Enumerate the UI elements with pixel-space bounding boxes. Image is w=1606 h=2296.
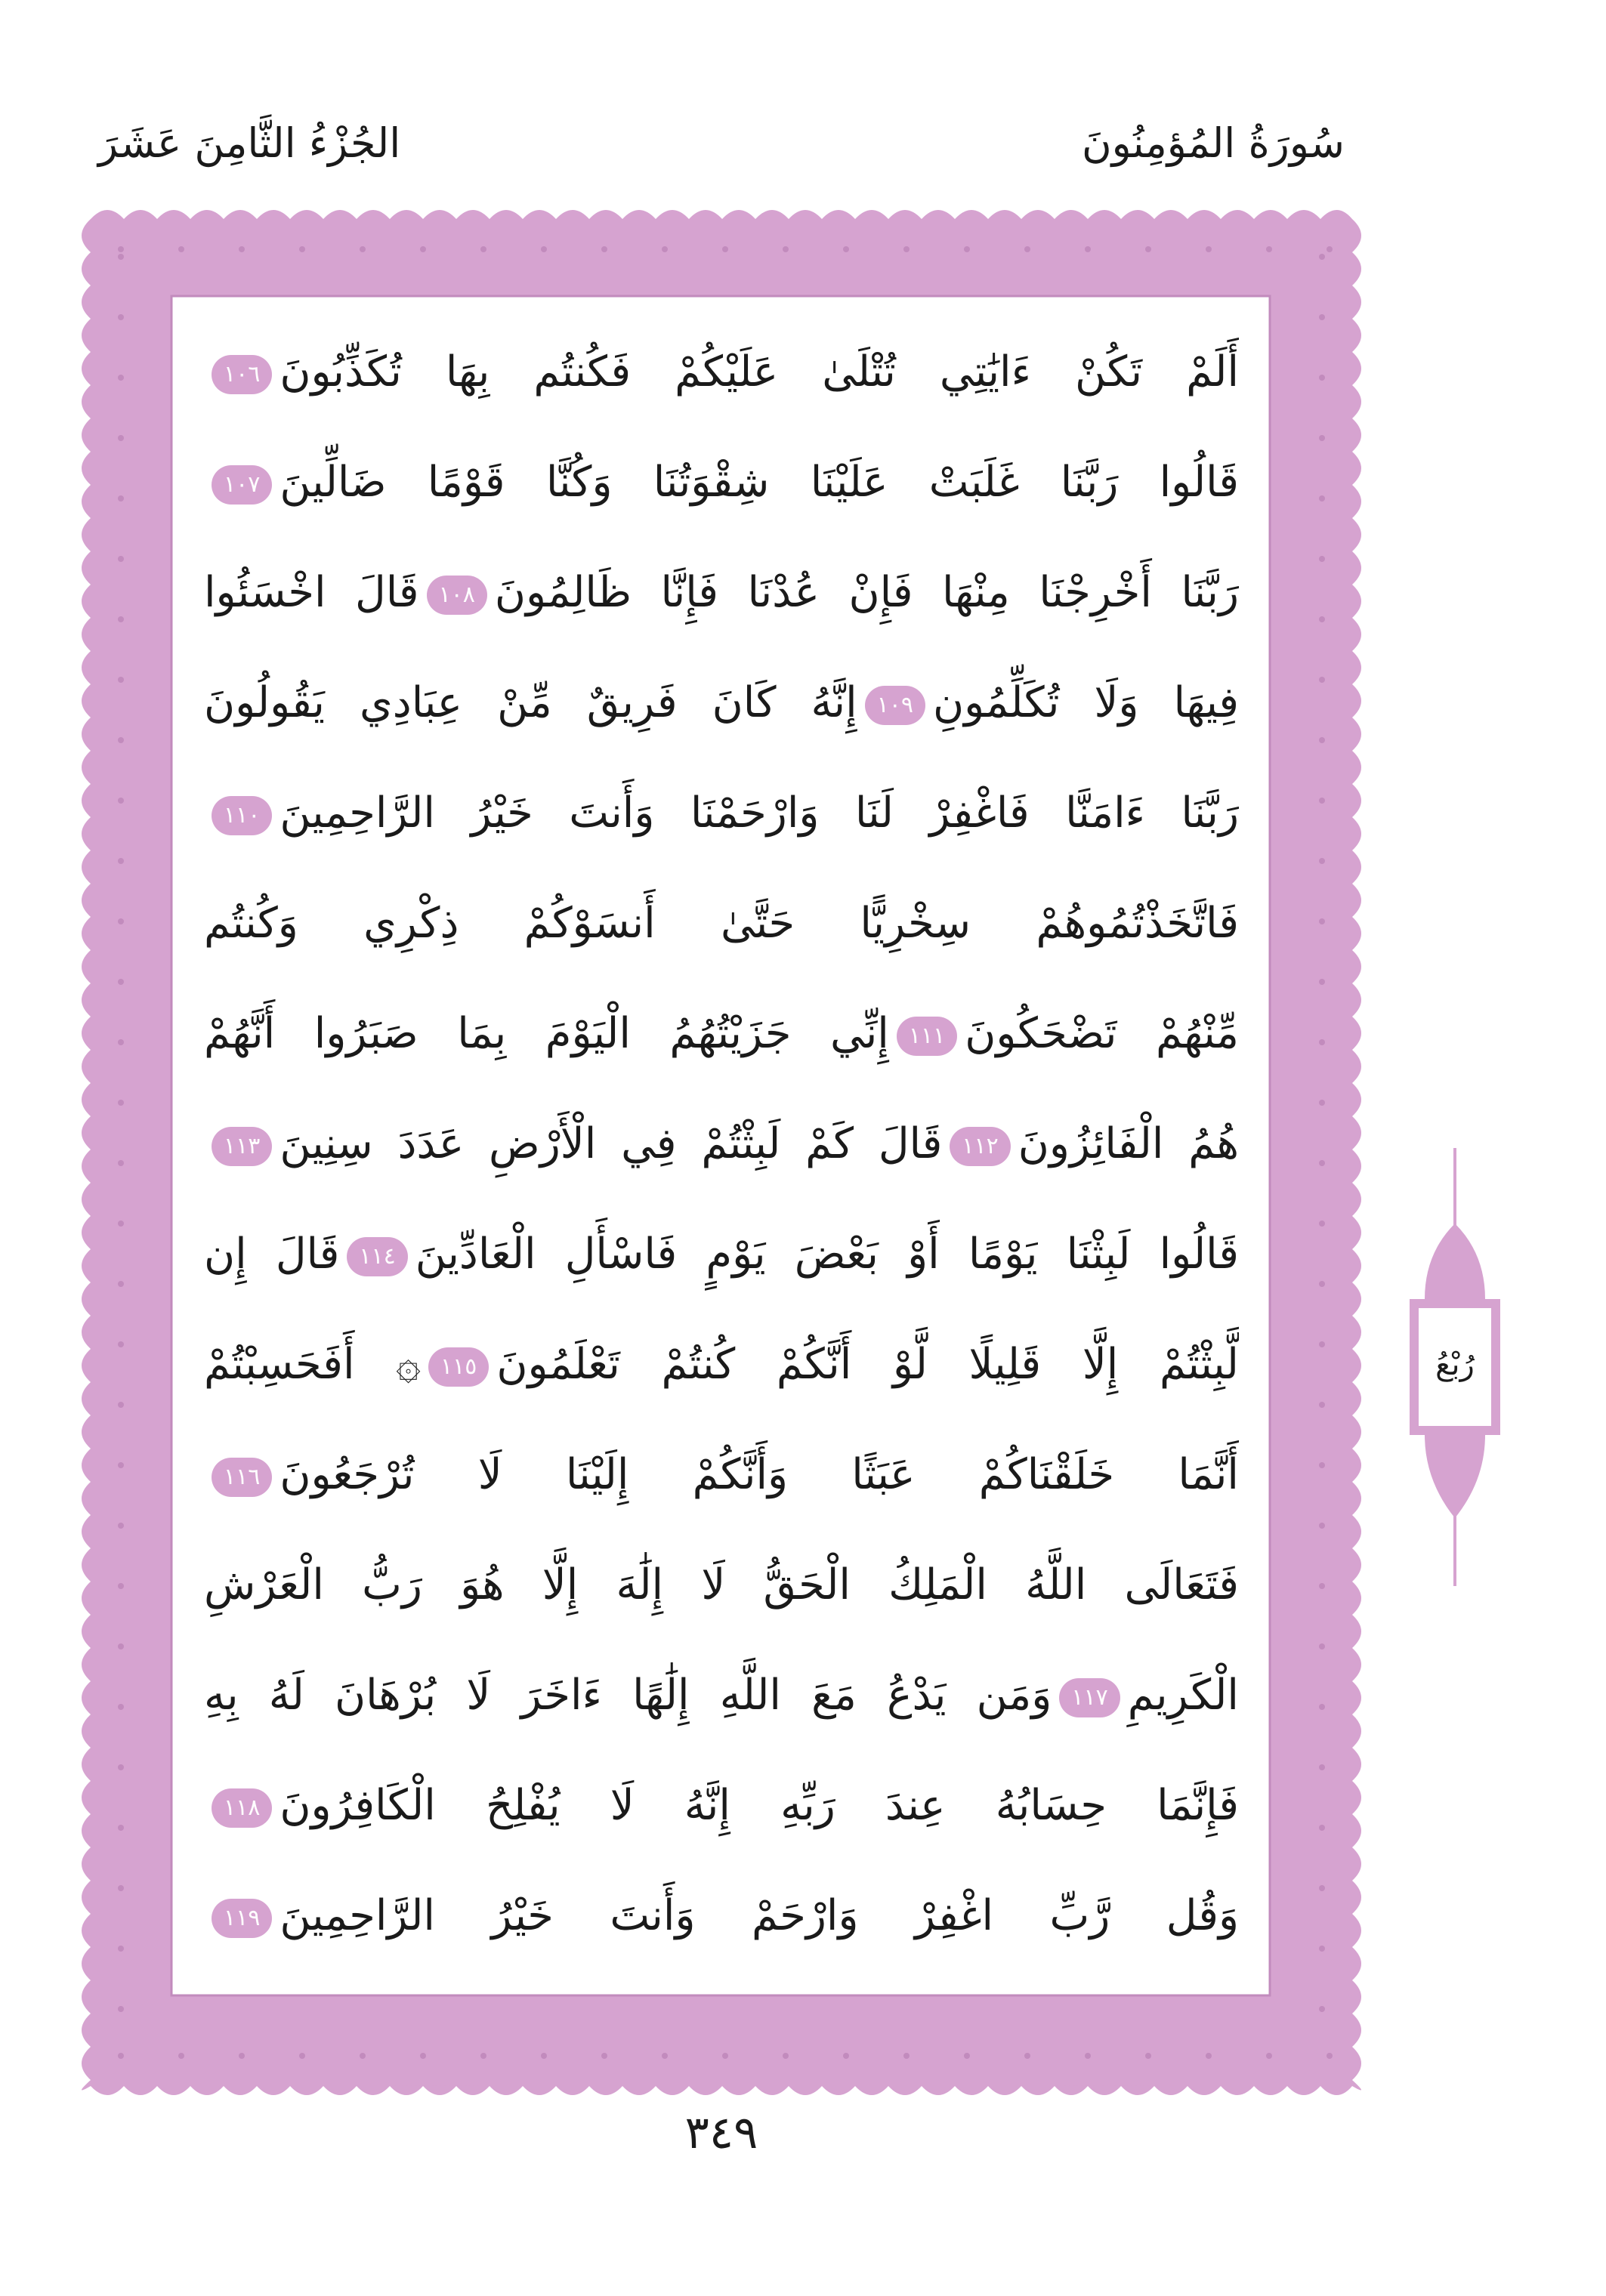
frame-stud <box>118 435 124 441</box>
frame-stud <box>1266 246 1272 252</box>
text-line <box>204 1310 1239 1420</box>
frame-stud <box>118 737 124 743</box>
verse-text: قَالُوا لَبِثْنَا يَوْمًا أَوْ بَعْضَ يَوْمٍ فَاسْأَلِ الْعَادِّينَ <box>415 1230 1239 1279</box>
frame-stud <box>118 1221 124 1227</box>
ayah-number-marker: ١٠٧ <box>212 465 272 505</box>
text-line <box>204 317 1239 427</box>
frame-stud <box>420 246 426 252</box>
verse-text: وَمَن يَدْعُ مَعَ اللَّهِ إِلَٰهًا ءَاخَرَ لَا بُرْهَانَ لَهُ بِهِ <box>204 1671 1052 1720</box>
frame-stud <box>1145 246 1151 252</box>
frame-stud <box>1206 246 1212 252</box>
frame-stud <box>360 246 366 252</box>
frame-stud <box>118 1643 124 1649</box>
frame-stud <box>722 246 728 252</box>
text-line <box>204 1530 1239 1640</box>
ayah-number-marker: ١١٨ <box>212 1788 272 1828</box>
frame-stud <box>1326 2053 1333 2059</box>
frame-scallop <box>91 210 1352 219</box>
frame-stud <box>118 1160 124 1166</box>
ayah-number-marker: ١١٩ <box>212 1899 272 1938</box>
frame-stud <box>118 677 124 683</box>
frame-stud <box>1319 1523 1325 1529</box>
frame-stud <box>1319 1160 1325 1166</box>
quran-text <box>204 317 1239 1971</box>
frame-stud <box>964 2053 970 2059</box>
ayah-number-marker: ١١٧ <box>1059 1678 1120 1717</box>
frame-stud <box>178 246 184 252</box>
frame-stud <box>1319 375 1325 381</box>
frame-stud <box>1319 1885 1325 1891</box>
frame-stud <box>1319 1583 1325 1589</box>
frame-stud <box>118 375 124 381</box>
frame-stud <box>1266 2053 1272 2059</box>
frame-stud <box>118 556 124 562</box>
frame-stud <box>118 495 124 501</box>
frame-stud <box>118 858 124 864</box>
frame-scallop <box>91 2086 1352 2095</box>
text-line <box>204 1089 1239 1199</box>
frame-stud <box>118 1341 124 1347</box>
frame-stud <box>118 254 124 260</box>
frame-stud <box>843 2053 849 2059</box>
frame-stud <box>118 1764 124 1770</box>
verse-text: هُمُ الْفَائِزُونَ <box>1018 1119 1239 1168</box>
frame-stud <box>1319 616 1325 622</box>
verse-text: فَإِنَّمَا حِسَابُهُ عِندَ رَبِّهِ إِنَّهُ لَا يُفْلِحُ الْكَافِرُونَ <box>280 1781 1239 1830</box>
verse-text: أَنَّمَا خَلَقْنَاكُمْ عَبَثًا وَأَنَّكُمْ إِلَيْنَا لَا تُرْجَعُونَ <box>280 1450 1239 1499</box>
text-line <box>204 427 1239 538</box>
frame-stud <box>843 246 849 252</box>
frame-stud <box>118 246 124 252</box>
verse-text: إِنَّهُ كَانَ فَرِيقٌ مِّنْ عِبَادِي يَقُولُونَ <box>204 678 857 727</box>
text-line <box>204 758 1239 869</box>
ayah-number-marker: ١١٠ <box>212 796 272 835</box>
frame-stud <box>299 2053 305 2059</box>
frame-stud <box>118 1523 124 1529</box>
frame-stud <box>1145 2053 1151 2059</box>
verse-text: قَالُوا رَبَّنَا غَلَبَتْ عَلَيْنَا شِقْوَتُنَا وَكُنَّا قَوْمًا ضَالِّينَ <box>280 458 1239 507</box>
frame-stud <box>1319 677 1325 683</box>
verse-text: رَبَّنَا ءَامَنَّا فَاغْفِرْ لَنَا وَارْحَمْنَا وَأَنتَ خَيْرُ الرَّاحِمِينَ <box>280 788 1239 838</box>
frame-stud <box>783 2053 789 2059</box>
verse-text: مِّنْهُمْ تَضْحَكُونَ <box>965 1009 1239 1058</box>
frame-stud <box>118 314 124 320</box>
verse-text: ۞ أَفَحَسِبْتُمْ <box>204 1340 421 1389</box>
frame-stud <box>662 246 668 252</box>
verse-text: رَبَّنَا أَخْرِجْنَا مِنْهَا فَإِنْ عُدْنَا فَإِنَّا ظَالِمُونَ <box>494 568 1239 617</box>
frame-stud <box>1319 2006 1325 2012</box>
frame-stud <box>118 616 124 622</box>
frame-stud <box>1319 1402 1325 1408</box>
frame-stud <box>1024 246 1030 252</box>
frame-stud <box>1319 495 1325 501</box>
frame-stud <box>1319 1764 1325 1770</box>
frame-stud <box>722 2053 728 2059</box>
frame-stud <box>480 2053 486 2059</box>
frame-stud <box>118 1885 124 1891</box>
ayah-number-marker: ١٠٨ <box>427 576 487 615</box>
frame-stud <box>1319 435 1325 441</box>
frame-stud <box>239 246 245 252</box>
frame-stud <box>360 2053 366 2059</box>
verse-text: الْكَرِيمِ <box>1127 1671 1239 1720</box>
frame-stud <box>1319 1341 1325 1347</box>
rub-marker <box>1402 1148 1508 1586</box>
frame-stud <box>118 2006 124 2012</box>
frame-stud <box>118 2053 124 2059</box>
frame-stud <box>420 2053 426 2059</box>
frame-stud <box>1326 246 1333 252</box>
frame-stud <box>480 246 486 252</box>
frame-stud <box>1085 246 1091 252</box>
frame-stud <box>1319 556 1325 562</box>
frame-stud <box>783 246 789 252</box>
text-line <box>204 1199 1239 1310</box>
frame-stud <box>118 1946 124 1952</box>
text-line <box>204 1751 1239 1861</box>
ayah-number-marker: ١١٥ <box>428 1347 489 1387</box>
frame-scallop <box>82 219 91 2090</box>
frame-scallop <box>1352 219 1361 2090</box>
ayah-number-marker: ١١٦ <box>212 1458 272 1497</box>
frame-stud <box>118 1462 124 1468</box>
frame-stud <box>1319 1100 1325 1106</box>
frame-stud <box>1319 1462 1325 1468</box>
frame-stud <box>118 1100 124 1106</box>
frame-stud <box>1024 2053 1030 2059</box>
frame-stud <box>662 2053 668 2059</box>
frame-stud <box>1319 1825 1325 1831</box>
verse-text: وَقُل رَّبِّ اغْفِرْ وَارْحَمْ وَأَنتَ خَيْرُ الرَّاحِمِينَ <box>280 1891 1239 1940</box>
frame-stud <box>1319 918 1325 924</box>
frame-stud <box>1319 1039 1325 1045</box>
frame-stud <box>299 246 305 252</box>
frame-stud <box>1319 858 1325 864</box>
ayah-number-marker: ١٠٦ <box>212 355 272 394</box>
ayah-number-marker: ١١٤ <box>347 1237 407 1276</box>
verse-text: فِيهَا وَلَا تُكَلِّمُونِ <box>933 678 1239 727</box>
frame-stud <box>1319 1704 1325 1710</box>
verse-text: قَالَ اخْسَئُوا <box>204 568 419 617</box>
frame-stud <box>118 1039 124 1045</box>
text-line <box>204 1861 1239 1971</box>
verse-text: فَاتَّخَذْتُمُوهُمْ سِخْرِيًّا حَتَّىٰ أَنسَوْكُمْ ذِكْرِي وَكُنتُم <box>204 899 1239 948</box>
frame-stud <box>118 1583 124 1589</box>
ayah-number-marker: ١١٢ <box>950 1127 1010 1166</box>
ayah-number-marker: ١٠٩ <box>865 686 925 725</box>
juz-title: الجُزْءُ الثَّامِنَ عَشَرَ <box>98 119 401 167</box>
frame-stud <box>178 2053 184 2059</box>
frame-stud <box>1319 1946 1325 1952</box>
frame-stud <box>1319 737 1325 743</box>
verse-text: لَّبِثْتُمْ إِلَّا قَلِيلًا لَّوْ أَنَّكُمْ كُنتُمْ تَعْلَمُونَ <box>496 1340 1239 1389</box>
frame-stud <box>601 2053 607 2059</box>
frame-stud <box>541 246 547 252</box>
page-number: ٣٤٩ <box>684 2106 758 2159</box>
frame-stud <box>1319 254 1325 260</box>
frame-stud <box>1319 1643 1325 1649</box>
text-line <box>204 1420 1239 1530</box>
verse-text: أَلَمْ تَكُنْ ءَايَٰتِي تُتْلَىٰ عَلَيْكُمْ فَكُنتُم بِهَا تُكَذِّبُونَ <box>280 347 1239 397</box>
frame-stud <box>118 918 124 924</box>
ayah-number-marker: ١١٣ <box>212 1127 272 1166</box>
verse-text: فَتَعَالَى اللَّهُ الْمَلِكُ الْحَقُّ لَا إِلَٰهَ إِلَّا هُوَ رَبُّ الْعَرْشِ <box>204 1560 1239 1609</box>
frame-stud <box>541 2053 547 2059</box>
verse-text: قَالَ إِن <box>204 1230 340 1279</box>
ayah-number-marker: ١١١ <box>897 1017 957 1056</box>
frame-stud <box>1319 979 1325 985</box>
verse-text: إِنِّي جَزَيْتُهُمُ الْيَوْمَ بِمَا صَبَرُوا أَنَّهُمْ <box>204 1009 889 1058</box>
frame-stud <box>118 1281 124 1287</box>
text-line <box>204 869 1239 979</box>
frame-stud <box>118 979 124 985</box>
frame-stud <box>1206 2053 1212 2059</box>
frame-stud <box>118 1402 124 1408</box>
text-line <box>204 648 1239 758</box>
frame-stud <box>1319 1221 1325 1227</box>
frame-stud <box>118 798 124 804</box>
frame-stud <box>118 1825 124 1831</box>
surah-title: سُورَةُ المُؤمِنُونَ <box>1081 119 1345 167</box>
frame-stud <box>1319 1281 1325 1287</box>
frame-stud <box>118 1704 124 1710</box>
frame-stud <box>1085 2053 1091 2059</box>
frame-stud <box>1319 314 1325 320</box>
frame-stud <box>964 246 970 252</box>
text-line <box>204 1640 1239 1751</box>
frame-stud <box>903 246 910 252</box>
frame-stud <box>1319 798 1325 804</box>
rub-label: رُبْعُ <box>1435 1347 1475 1382</box>
text-line <box>204 979 1239 1089</box>
frame-stud <box>601 246 607 252</box>
text-line <box>204 538 1239 648</box>
frame-stud <box>239 2053 245 2059</box>
verse-text: قَالَ كَمْ لَبِثْتُمْ فِي الْأَرْضِ عَدَدَ سِنِينَ <box>280 1119 943 1168</box>
frame-stud <box>903 2053 910 2059</box>
